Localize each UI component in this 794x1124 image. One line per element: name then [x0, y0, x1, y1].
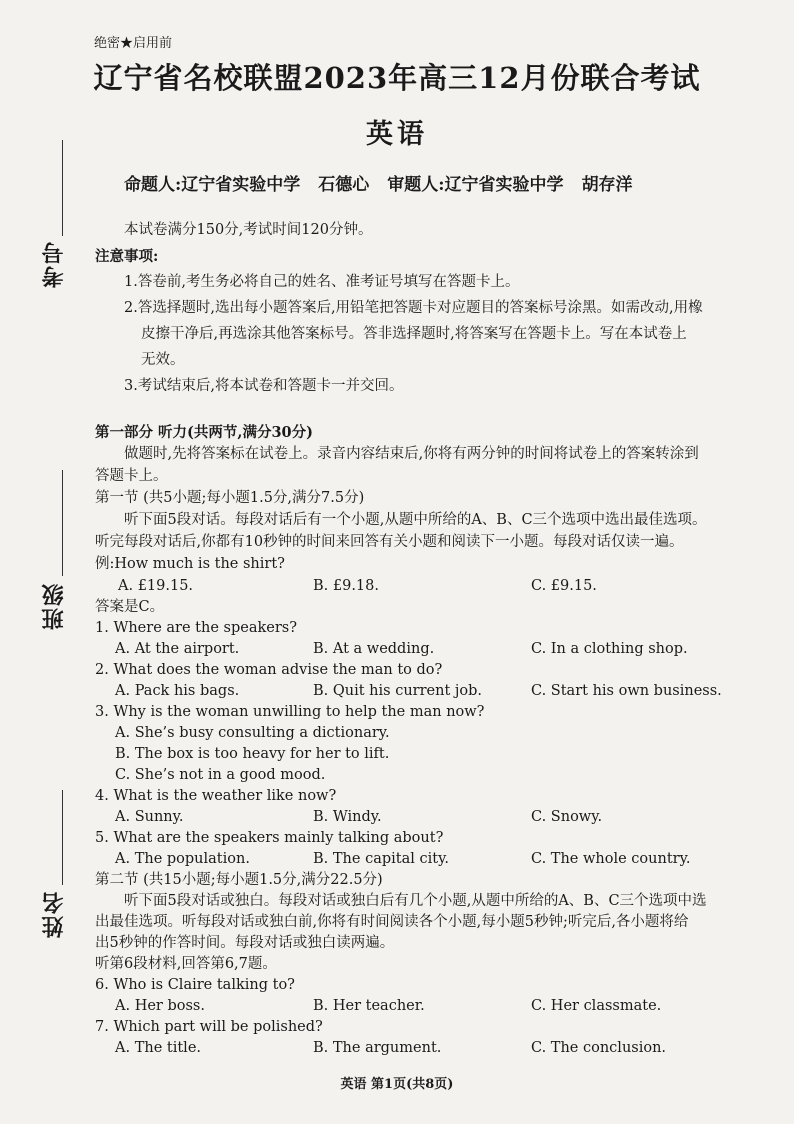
class-line	[62, 470, 63, 576]
section1-instr: 听下面5段对话。每段对话后有一个小题,从题中所给的A、B、C三个选项中选出最佳选项。	[124, 512, 707, 528]
q2-option-b: B. Quit his current job.	[313, 683, 482, 699]
question-1: 1. Where are the speakers?	[95, 620, 297, 636]
q3-option-a: A. She’s busy consulting a dictionary.	[115, 725, 390, 741]
exam-number-line	[62, 140, 63, 236]
section2-instr-end: 出5秒钟的作答时间。每段对话或独白读两遍。	[95, 935, 395, 951]
section1-heading: 第一节 (共5小题;每小题1.5分,满分7.5分)	[95, 490, 365, 506]
q4-option-a: A. Sunny.	[115, 809, 184, 825]
section2-heading: 第二节 (共15小题;每小题1.5分,满分22.5分)	[95, 872, 383, 888]
q7-option-c: C. The conclusion.	[531, 1040, 667, 1056]
name-label: 姓名	[41, 890, 67, 938]
question-3: 3. Why is the woman unwilling to help the man now?	[95, 704, 485, 720]
authors-line	[124, 170, 651, 195]
q2-option-c: C. Start his own business.	[531, 683, 722, 699]
note-3: 3.考试结束后,将本试卷和答题卡一并交回。	[124, 378, 404, 394]
example-option-a: A. £19.15.	[118, 578, 194, 594]
q3-option-c: C. She’s not in a good mood.	[115, 767, 326, 783]
confidential-mark: 绝密★启用前	[94, 36, 173, 51]
author-label: 命题人:辽宁省实验中学	[124, 175, 301, 195]
question-7: 7. Which part will be polished?	[95, 1019, 323, 1035]
example-option-b: B. £9.18.	[313, 578, 379, 594]
score-info: 本试卷满分150分,考试时间120分钟。	[124, 222, 373, 238]
question-6: 6. Who is Claire talking to?	[95, 977, 295, 993]
q1-option-a: A. At the airport.	[115, 641, 240, 657]
reviewer-name: 胡存洋	[581, 175, 633, 195]
page-footer: 英语 第1页(共8页)	[340, 1077, 454, 1092]
q1-option-b: B. At a wedding.	[313, 641, 435, 657]
note-1: 1.答卷前,考生务必将自己的姓名、准考证号填写在答题卡上。	[124, 274, 520, 290]
q4-option-b: B. Windy.	[313, 809, 382, 825]
material-6-heading: 听第6段材料,回答第6,7题。	[95, 956, 277, 972]
q7-option-a: A. The title.	[115, 1040, 202, 1056]
q5-option-a: A. The population.	[115, 851, 250, 867]
notes-title: 注意事项:	[95, 248, 159, 265]
q6-option-b: B. Her teacher.	[313, 998, 425, 1014]
section2-instr-cont: 出最佳选项。听每段对话或独白前,你将有时间阅读各个小题,每小题5秒钟;听完后,各小题将给	[95, 914, 689, 930]
question-2: 2. What does the woman advise the man to do?	[95, 662, 443, 678]
q5-option-b: B. The capital city.	[313, 851, 449, 867]
example-question: 例:How much is the shirt?	[95, 556, 285, 572]
note-2-cont: 皮擦干净后,再选涂其他答案标号。答非选择题时,将答案写在答题卡上。写在本试卷上	[141, 326, 687, 342]
section1-instr-cont: 听完每段对话后,你都有10秒钟的时间来回答有关小题和阅读下一小题。每段对话仅读一遍。	[95, 534, 684, 550]
q5-option-c: C. The whole country.	[531, 851, 691, 867]
q3-option-b: B. The box is too heavy for her to lift.	[115, 746, 390, 762]
note-2: 2.答选择题时,选出每小题答案后,用铅笔把答题卡对应题目的答案标号涂黑。如需改动,用橡	[124, 300, 703, 316]
question-4: 4. What is the weather like now?	[95, 788, 337, 804]
q6-option-a: A. Her boss.	[115, 998, 205, 1014]
part1-instr: 做题时,先将答案标在试卷上。录音内容结束后,你将有两分钟的时间将试卷上的答案转涂到	[124, 446, 699, 462]
example-answer: 答案是C。	[95, 599, 165, 615]
reviewer-label: 审题人:辽宁省实验中学	[387, 175, 564, 195]
question-5: 5. What are the speakers mainly talking about?	[95, 830, 444, 846]
exam-number-label: 考号	[41, 240, 67, 288]
q7-option-b: B. The argument.	[313, 1040, 442, 1056]
name-line	[62, 790, 63, 885]
example-option-c: C. £9.15.	[531, 578, 597, 594]
author-name: 石德心	[318, 175, 370, 195]
q1-option-c: C. In a clothing shop.	[531, 641, 688, 657]
part1-heading: 第一部分 听力(共两节,满分30分)	[95, 424, 313, 441]
q2-option-a: A. Pack his bags.	[115, 683, 240, 699]
page-title: 辽宁省名校联盟2023年高三12月份联合考试	[93, 61, 701, 95]
q6-option-c: C. Her classmate.	[531, 998, 662, 1014]
note-2-end: 无效。	[141, 352, 185, 368]
subject-title: 英语	[366, 119, 428, 150]
class-label: 班级	[41, 582, 67, 630]
section2-instr: 听下面5段对话或独白。每段对话或独白后有几个小题,从题中所给的A、B、C三个选项中选	[124, 893, 707, 909]
q4-option-c: C. Snowy.	[531, 809, 603, 825]
part1-instr-cont: 答题卡上。	[95, 468, 168, 484]
